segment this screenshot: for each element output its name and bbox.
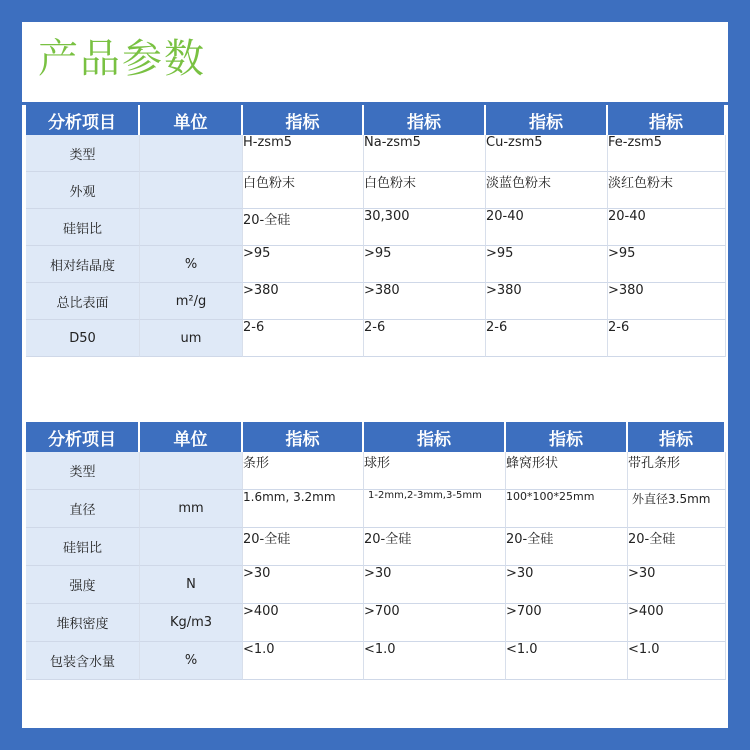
- header-cell: 指标: [364, 105, 486, 135]
- value-cell: 球形: [364, 452, 506, 490]
- value-cell: <1.0: [243, 642, 364, 680]
- table-row: [26, 135, 726, 172]
- header-cell: 分析项目: [26, 422, 140, 452]
- value-cell: >95: [364, 246, 486, 283]
- value-cell: 20-全硅: [243, 528, 364, 566]
- row-unit: %: [140, 246, 243, 283]
- row-label: 总比表面: [26, 283, 140, 320]
- value-cell: 20-40: [486, 209, 608, 246]
- value-cell: >30: [364, 566, 506, 604]
- value-cell: >95: [243, 246, 364, 283]
- value-cell: 带孔条形: [628, 452, 726, 490]
- table-row: [26, 566, 726, 604]
- value-cell: Cu-zsm5: [486, 135, 608, 172]
- row-label: 强度: [26, 566, 140, 604]
- value-cell: 100*100*25mm: [506, 490, 628, 528]
- value-cell: >400: [243, 604, 364, 642]
- row-label: 外观: [26, 172, 140, 209]
- value-cell: 2-6: [243, 320, 364, 357]
- table-row: [26, 604, 726, 642]
- table-row: [26, 246, 726, 283]
- value-cell: >700: [364, 604, 506, 642]
- value-cell: 条形: [243, 452, 364, 490]
- header-cell: 指标: [486, 105, 608, 135]
- value-cell: 1-2mm,2-3mm,3-5mm: [364, 490, 506, 528]
- row-unit: [140, 172, 243, 209]
- row-unit: [140, 209, 243, 246]
- value-cell: >400: [628, 604, 726, 642]
- row-label: 相对结晶度: [26, 246, 140, 283]
- value-cell: >30: [628, 566, 726, 604]
- value-cell: 20-全硅: [628, 528, 726, 566]
- row-unit: [140, 135, 243, 172]
- value-cell: >700: [506, 604, 628, 642]
- header-cell: 分析项目: [26, 105, 140, 135]
- table-row: [26, 490, 726, 528]
- value-cell: 20-40: [608, 209, 726, 246]
- row-label: 直径: [26, 490, 140, 528]
- table-row: [26, 209, 726, 246]
- row-label: D50: [26, 320, 140, 357]
- value-cell: 外直径3.5mm: [628, 490, 726, 528]
- value-cell: >95: [486, 246, 608, 283]
- row-label: 类型: [26, 135, 140, 172]
- spec-table-zeolite-powder: [26, 105, 726, 357]
- value-cell: Fe-zsm5: [608, 135, 726, 172]
- header-cell: 指标: [628, 422, 726, 452]
- row-unit: mm: [140, 490, 243, 528]
- value-cell: 白色粉末: [243, 172, 364, 209]
- value-cell: 30,300: [364, 209, 486, 246]
- value-cell: 2-6: [608, 320, 726, 357]
- value-cell: >30: [506, 566, 628, 604]
- table-row: [26, 320, 726, 357]
- table-row: [26, 642, 726, 680]
- value-cell: 蜂窝形状: [506, 452, 628, 490]
- row-unit: um: [140, 320, 243, 357]
- row-unit: m²/g: [140, 283, 243, 320]
- header-cell: 指标: [243, 422, 364, 452]
- value-cell: <1.0: [506, 642, 628, 680]
- table-row: [26, 528, 726, 566]
- row-unit: [140, 452, 243, 490]
- row-label: 硅铝比: [26, 209, 140, 246]
- value-cell: >380: [486, 283, 608, 320]
- value-cell: 淡红色粉末: [608, 172, 726, 209]
- value-cell: 白色粉末: [364, 172, 486, 209]
- value-cell: >30: [243, 566, 364, 604]
- table-row: [26, 452, 726, 490]
- header-cell: 单位: [140, 105, 243, 135]
- spec-table-zeolite-shaped: [26, 422, 726, 680]
- value-cell: 20-全硅: [364, 528, 506, 566]
- page-frame: [22, 22, 728, 728]
- row-unit: Kg/m3: [140, 604, 243, 642]
- header-cell: 指标: [608, 105, 726, 135]
- row-label: 堆积密度: [26, 604, 140, 642]
- row-unit: %: [140, 642, 243, 680]
- value-cell: >95: [608, 246, 726, 283]
- value-cell: 20-全硅: [506, 528, 628, 566]
- value-cell: <1.0: [364, 642, 506, 680]
- page-title: 产品参数: [38, 36, 206, 82]
- value-cell: 1.6mm, 3.2mm: [243, 490, 364, 528]
- value-cell: 2-6: [486, 320, 608, 357]
- header-cell: 指标: [364, 422, 506, 452]
- row-label: 硅铝比: [26, 528, 140, 566]
- row-label: 包装含水量: [26, 642, 140, 680]
- table-header-row: [26, 422, 726, 452]
- header-cell: 单位: [140, 422, 243, 452]
- value-cell: 淡蓝色粉末: [486, 172, 608, 209]
- value-cell: <1.0: [628, 642, 726, 680]
- value-cell: Na-zsm5: [364, 135, 486, 172]
- value-cell: >380: [364, 283, 486, 320]
- value-cell: 20-全硅: [243, 209, 364, 246]
- table-row: [26, 283, 726, 320]
- row-unit: N: [140, 566, 243, 604]
- table-row: [26, 172, 726, 209]
- value-cell: >380: [243, 283, 364, 320]
- table-header-row: [26, 105, 726, 135]
- row-label: 类型: [26, 452, 140, 490]
- header-cell: 指标: [506, 422, 628, 452]
- header-cell: 指标: [243, 105, 364, 135]
- value-cell: H-zsm5: [243, 135, 364, 172]
- row-unit: [140, 528, 243, 566]
- value-cell: 2-6: [364, 320, 486, 357]
- value-cell: >380: [608, 283, 726, 320]
